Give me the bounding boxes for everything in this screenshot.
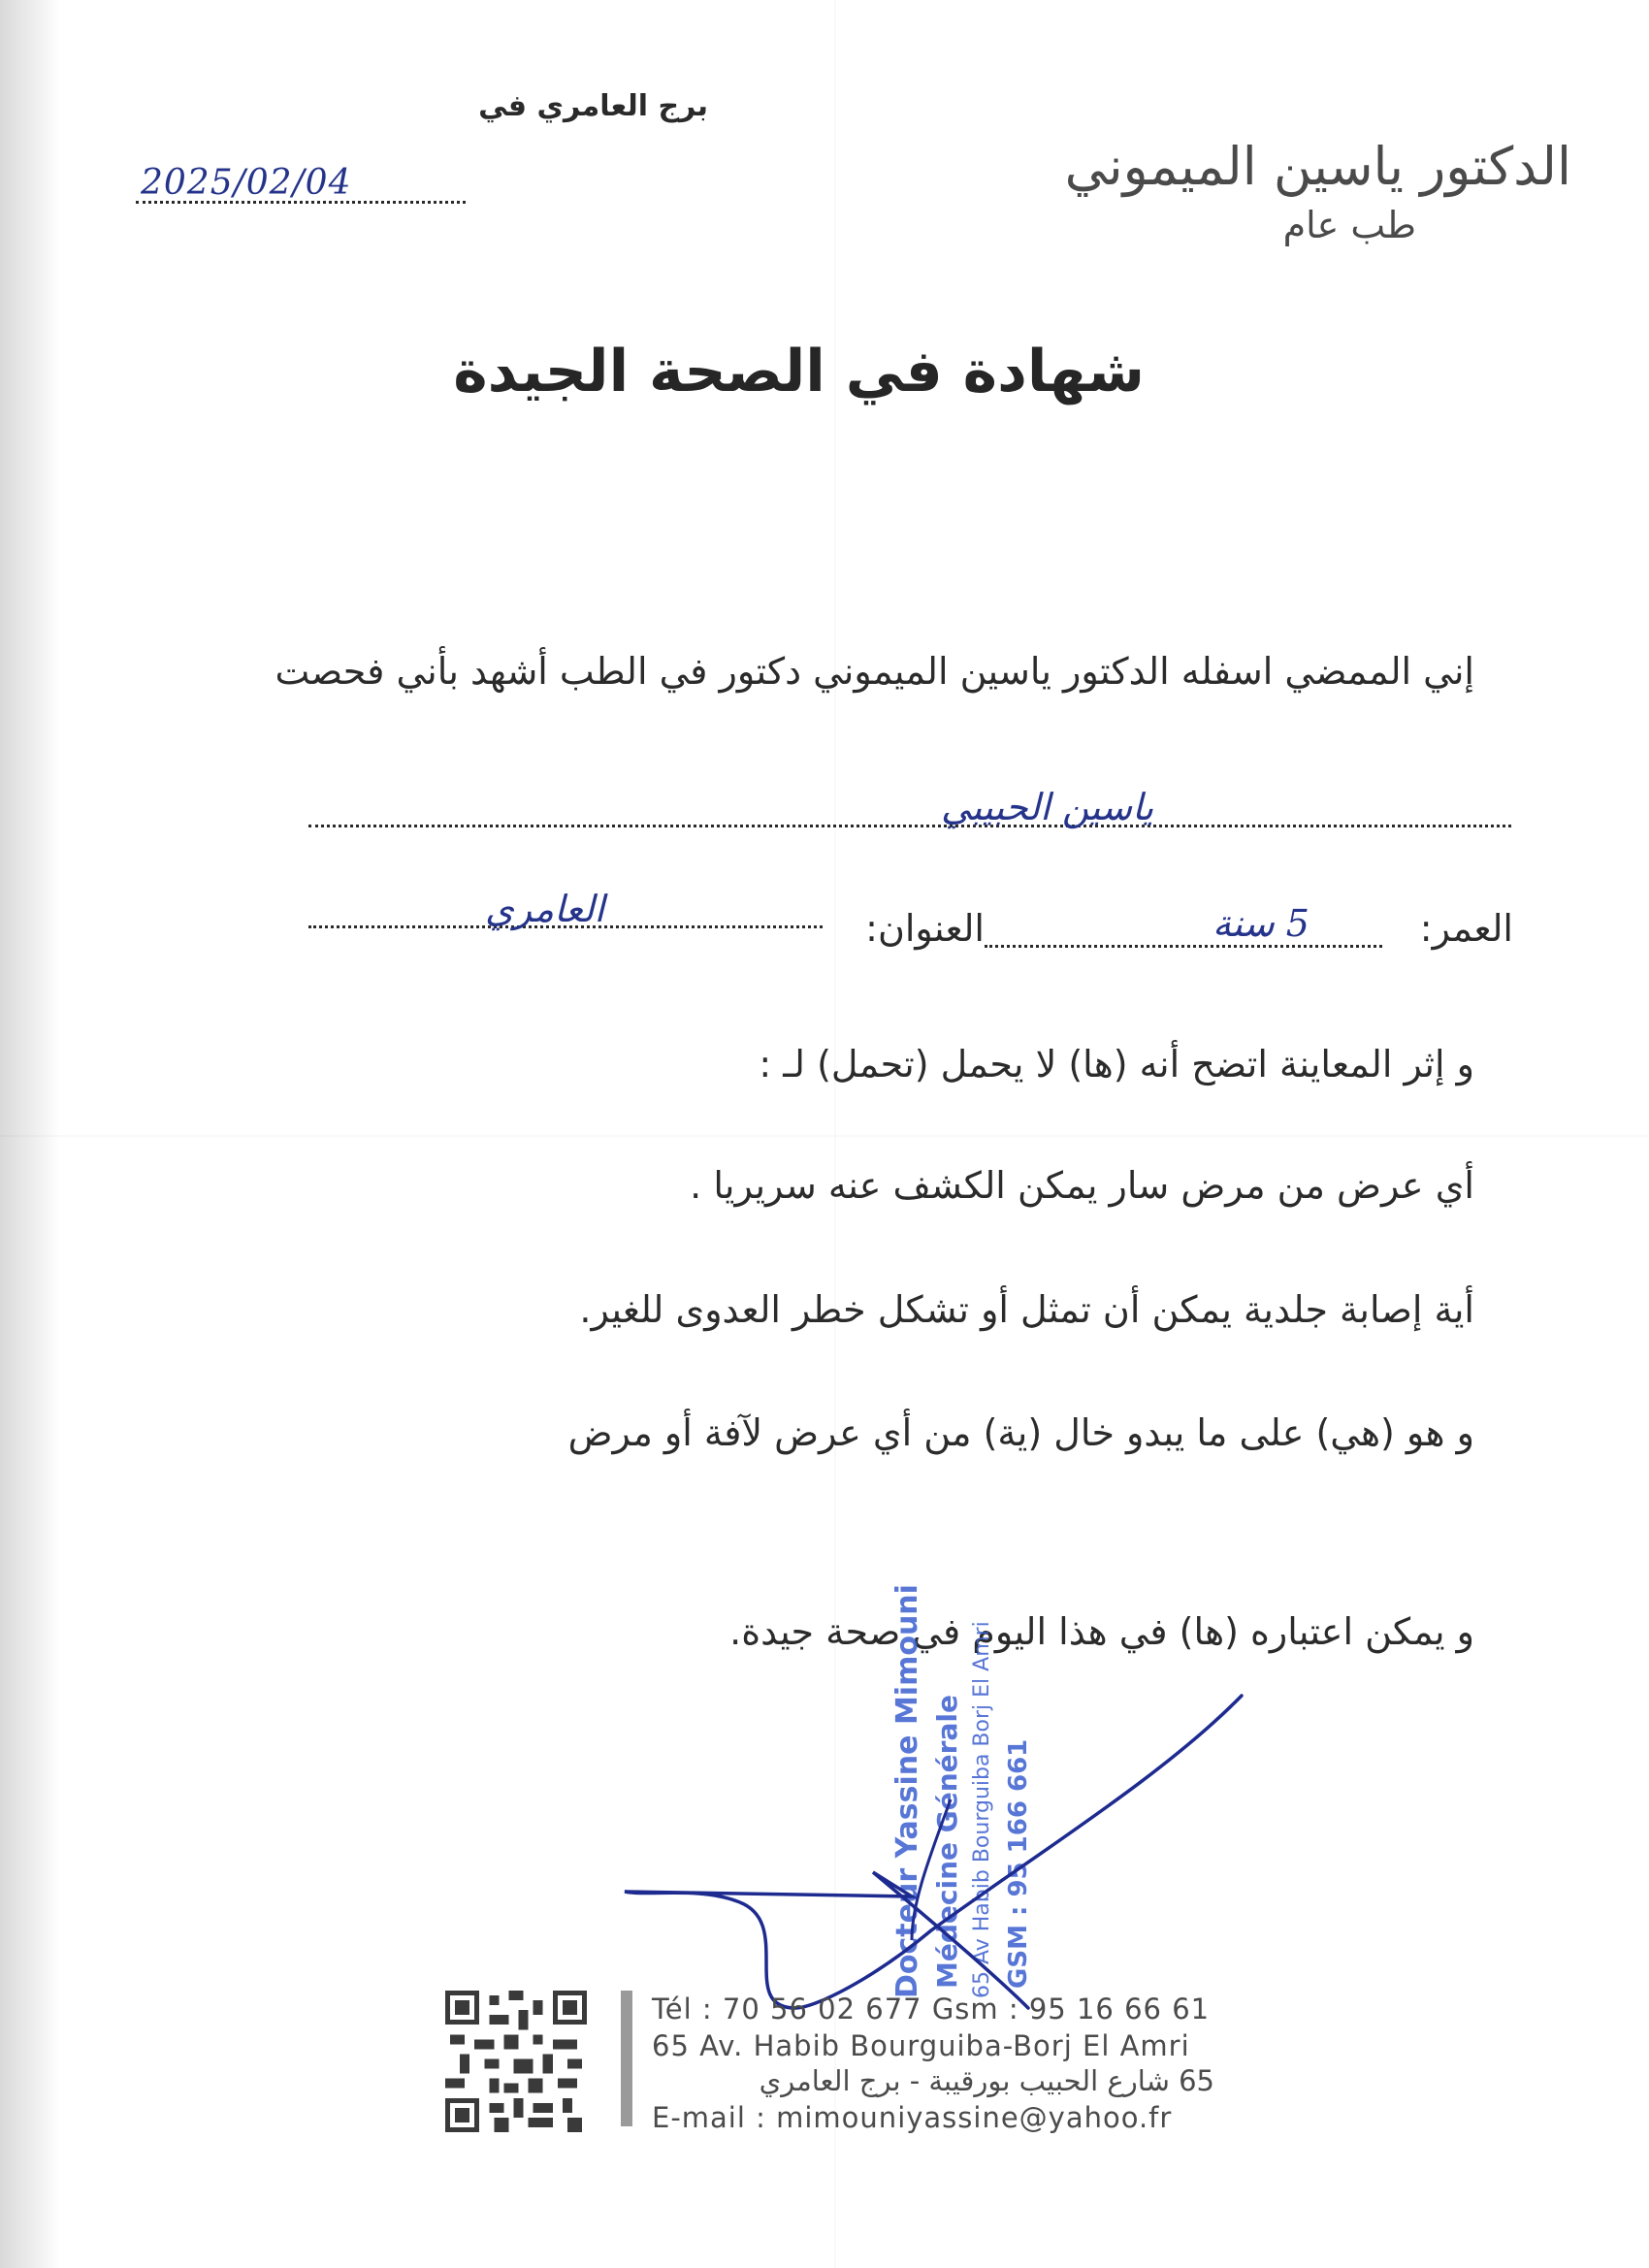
footer-address-fr: 65 Av. Habib Bourguiba-Borj El Amri bbox=[652, 2029, 1190, 2062]
document-title: شهادة في الصحة الجيدة bbox=[453, 338, 1145, 405]
footer-divider-bar bbox=[621, 1991, 632, 2126]
body-line-examination: و إثر المعاينة اتضح أنه (ها) لا يحمل (تحمل) لـ : bbox=[759, 1043, 1474, 1085]
body-line-free-of-disease: و هو (هي) على ما يبدو خال (ية) من أي عرض لآفة أو مرض bbox=[567, 1411, 1474, 1454]
body-line-conclusion: و يمكن اعتباره (ها) في هذا اليوم في صحة جيدة. bbox=[729, 1610, 1474, 1653]
stamp-name: Docteur Yassine Mimouni bbox=[890, 1584, 924, 1998]
body-line-no-skin: أية إصابة جلدية يمكن أن تمثل أو تشكل خطر العدوى للغير. bbox=[579, 1288, 1474, 1331]
stamp-address: 65 Av Habib Bourguiba Borj El Amri bbox=[970, 1621, 994, 1998]
scan-edge-shadow bbox=[0, 0, 60, 2268]
body-line-no-contagious: أي عرض من مرض سار يمكن الكشف عنه سريريا . bbox=[690, 1164, 1474, 1207]
address-label: العنوان: bbox=[865, 907, 985, 950]
doctor-name: الدكتور ياسين الميموني bbox=[1064, 136, 1571, 197]
stamp-specialty: Médecine Générale bbox=[931, 1695, 963, 1989]
patient-name-handwritten: ياسين الحبيبي bbox=[941, 786, 1154, 828]
age-dotted-line bbox=[985, 943, 1382, 948]
footer-email: E-mail : mimouniyassine@yahoo.fr bbox=[652, 2101, 1173, 2134]
age-value-handwritten: 5 سنة bbox=[1212, 902, 1310, 945]
footer-phones: Tél : 70 56 02 677 Gsm : 95 16 66 61 bbox=[652, 1993, 1211, 2025]
body-line-intro: إني الممضي اسفله الدكتور ياسين الميموني دكتور في الطب أشهد بأني فحصت bbox=[275, 650, 1474, 693]
date-dotted-line bbox=[136, 199, 466, 204]
issue-date: 2025/02/04 bbox=[141, 163, 352, 203]
age-label: العمر: bbox=[1419, 907, 1513, 950]
paper-fold-horizontal bbox=[0, 1135, 1649, 1137]
doctor-signature bbox=[621, 1688, 1261, 2037]
qr-code-icon bbox=[438, 1991, 594, 2132]
footer-address-ar: 65 شارع الحبيب بورقيبة - برج العامري bbox=[759, 2064, 1214, 2097]
issue-place: برج العامري في bbox=[478, 89, 708, 123]
stamp-phone: GSM : 95 166 661 bbox=[1004, 1738, 1033, 1989]
address-value-handwritten: العامري bbox=[485, 888, 605, 930]
doctor-specialty: طب عام bbox=[1282, 204, 1416, 246]
patient-name-dotted-line bbox=[308, 823, 1511, 827]
